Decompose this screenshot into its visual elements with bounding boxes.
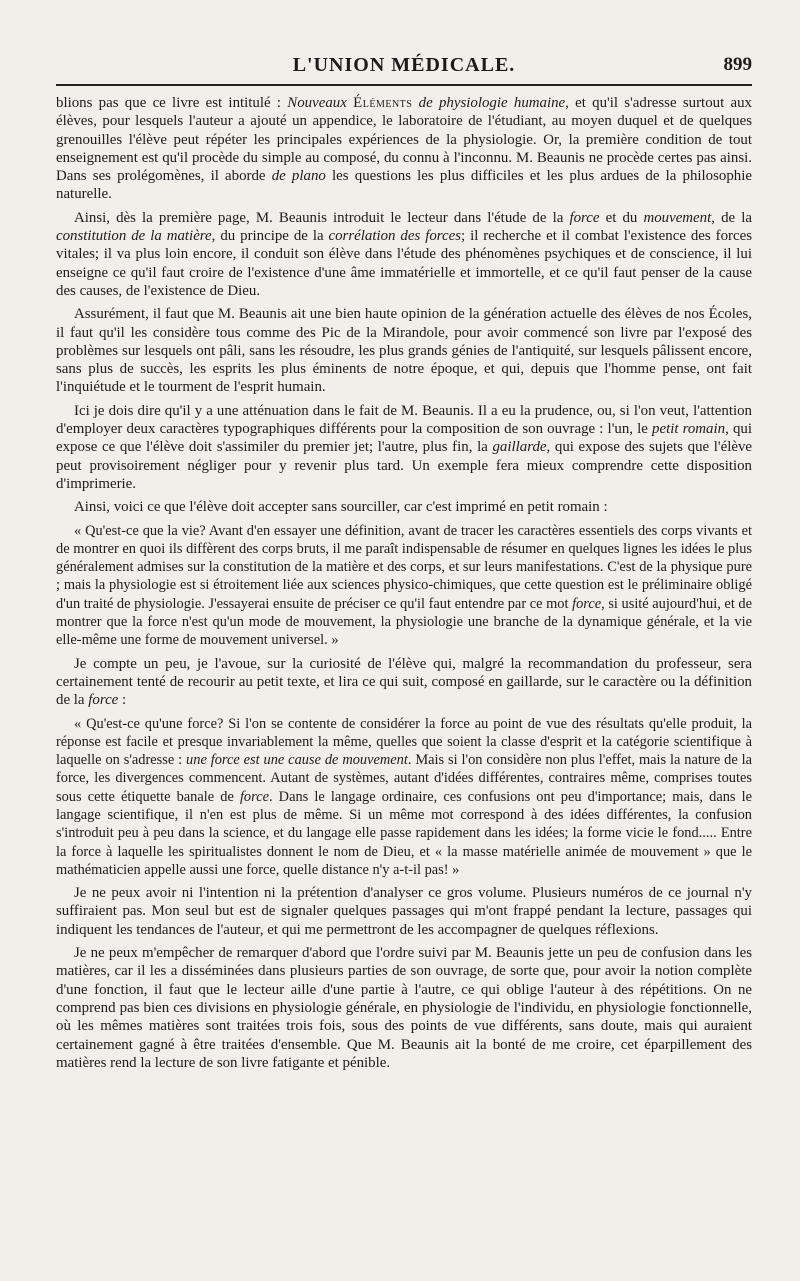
paragraph [56,715,752,880]
text-run: « Qu'est-ce qu'une force? Si l'on se contente de considérer la force au point de vue des résultats qu'elle produit, la réponse est facile et presque invariablement la même, quelles que soient la classe d'esprit et la catégorie scientifique à laquelle on s'adresse : [56,715,752,769]
text-run: , si usité aujourd'hui, et de montrer que la force n'est qu'un mode de mouvement, la physiologie une branche de la dynamique générale, et la vie elle-même une forme de mouvement universel. » [56,595,752,649]
text-run: les questions les plus difficiles et les plus ardues de la philosophie naturelle. [56,168,753,203]
text-run: Je compte un peu, je l'avoue, sur la curiosité de l'élève qui, malgré la recommandation du professeur, sera certainement tenté de recourir au petit texte, et lira ce qui suit, composé en gaillarde, sur le caractère ou la définition de la [56,655,752,709]
italic-text: mouvement [643,209,712,226]
text-run: Ici je dois dire qu'il y a une atténuation dans le fait de M. Beaunis. Il a eu la prudence, ou, si l'on veut, l'attention d'employer deux caractères typographiques différents pour la composition de son ouvrage : l'un, le [56,402,752,438]
paragraph [56,522,752,650]
italic-text: force [569,209,600,226]
italic-text: force [572,595,602,612]
paragraph [56,305,752,396]
italic-text: Nouveaux [287,95,347,111]
italic-text: force [88,692,119,709]
text-run: Je ne peux m'empêcher de remarquer d'abord que l'ordre suivi par M. Beaunis jette un peu de confusion dans les matières, car il les a disséminées dans plusieurs parties de son ouvrage, de sorte que, pour avoir la notion complète d'une fonction, il faut que le lecteur aille d'une partie à l'autre, ce qui oblige l'auteur à des répétitions. On ne comprend pas bien ces divisions en physiologie générale, en physiologie de l'individu, en physiologie fonctionnelle, où les mêmes matières sont traitées trois fois, sous des points de vue différents, sans doute, mais qui auraient certainement gagné à être traitées d'ensemble. Que M. Beaunis ait la bonté de me croire, cet éparpillement des matières rend la lecture de son livre fatigante et pénible. [56,945,752,1071]
paragraph [56,498,752,516]
text-run: , du principe de la [211,228,329,245]
text-run: Je ne peux avoir ni l'intention ni la prétention d'analyser ce gros volume. Plusieurs numéros de ce journal n'y suffiraient pas. Mon seul but est de signaler quelques passages qui m'ont frappé pendant la lecture, passages qui indiquent les tendances de l'auteur, et qui me permettront de les accompagner de quelques réflexions. [56,885,752,938]
paragraph [56,944,752,1072]
text-run: : [118,692,127,709]
journal-title: L'UNION MÉDICALE. [292,54,516,76]
text-run: . Dans le langage ordinaire, ces confusions ont peu d'importance; mais, dans le langage scientifique, il n'en est plus de même. Si un même mot correspond à des idées différentes, la confusion s'introduit peu à peu dans la science, et du langage elle passe rapidement dans les idées; la forme vicie le fond..... Entre la force à laquelle les spiritualistes donnent le nom de Dieu, et « la masse matérielle animée de mouvement » que le mathématicien appelle aussi une force, quelle distance n'y a-t-il pas! » [56,788,752,878]
text-run: blions pas que ce livre est intitulé : [56,95,288,111]
italic-text: de plano [271,168,326,185]
text-run: et du [599,209,644,226]
paragraph [56,655,752,710]
text-run: Assurément, il faut que M. Beaunis ait une bien haute opinion de la génération actuelle des élèves de nos Écoles, il faut qu'il les considère tous comme des Pic de la Mirandole, pour avoir commencé son livre par l'exposé des problèmes sur lesquels ont pâli, sans les résoudre, les plus grands génies de l'antiquité, sur lesquels pâlissent encore, sans plus de succès, les esprits les plus éminents de notre époque, et qui, depuis que l'homme pense, ont fait l'inquiétude et le tourment de l'esprit humain. [56,306,752,396]
text-run: , de la [711,209,752,226]
paragraph [56,884,752,939]
text-run: , et qu'il s'adresse surtout aux élèves, pour lesquels l'auteur a ajouté un appendice, le laboratoire de l'étudiant, au moyen duquel et de quelques grenouilles l'élève peut répéter les principales expériences de la physiologie. Or, la première condition de tout enseignement est qu'il procède du simple au composé, du connu à l'inconnu. M. Beaunis ne procède certes pas ainsi. Dans ses prolégomènes, il aborde [56,95,752,185]
italic-text: petit romain [652,421,726,438]
italic-text: force [239,788,269,805]
italic-text: constitution de la matière [56,228,212,245]
paragraph [56,402,752,493]
paragraph [56,94,752,204]
italic-text: une force est une cause de mouvement [186,752,408,769]
italic-text: corrélation des forces [328,228,462,245]
text-run: Ainsi, dès la première page, M. Beaunis introduit le lecteur dans l'étude de la [74,209,570,226]
text-run: « Qu'est-ce que la vie? Avant d'en essayer une définition, avant de tracer les caractères essentiels des corps vivants et de montrer en quoi ils diffèrent des corps bruts, il me paraît indispensable de résumer en quelques lignes les idées le plus généralement admises sur la constitution de la matière et des corps, et sur leurs manifestations. C'est de la physique pure ; mais la physiologie est si étroitement liée aux sciences physico-chimiques, que cette question est le préliminaire obligé d'un traité de physiologie. J'essayerai ensuite de préciser ce qu'il faut entendre par ce mot [56,522,752,612]
text-run: . Mais si l'on considère non plus l'effet, mais la nature de la force, les divergences commencent. Autant de systèmes, autant d'idées différentes, contraires même, comprises toutes sous cette étiquette banale de [56,752,752,805]
text-run: , qui expose ce que l'élève doit s'assimiler du premier jet; l'autre, plus fin, la [56,421,752,456]
page-number: 899 [723,54,752,75]
paragraph [56,209,752,300]
text-run: , qui expose des sujets que l'élève peut provisoirement négliger pour y revenir plus tard. Un exemple fera mieux comprendre cette disposition d'imprimerie. [56,439,752,492]
page-header [56,50,752,86]
italic-text: gaillarde [492,439,547,456]
text-run: Ainsi, voici ce que l'élève doit accepter sans sourciller, car c'est imprimé en petit romain : [74,499,608,516]
italic-text: de physiologie humaine [418,95,566,111]
article-body [56,94,752,1072]
small-caps-text: Éléments [353,95,413,111]
text-run: ; il recherche et il combat l'existence des forces vitales; il va plus loin encore, il conduit son élève dans l'étude des phénomènes psychiques et de conscience, il lui enseigne ce qu'il faut croire de l'existence d'une âme immatérielle et immortelle, et ce qu'il faut penser de la cause des causes, de l'existence de Dieu. [56,228,752,299]
